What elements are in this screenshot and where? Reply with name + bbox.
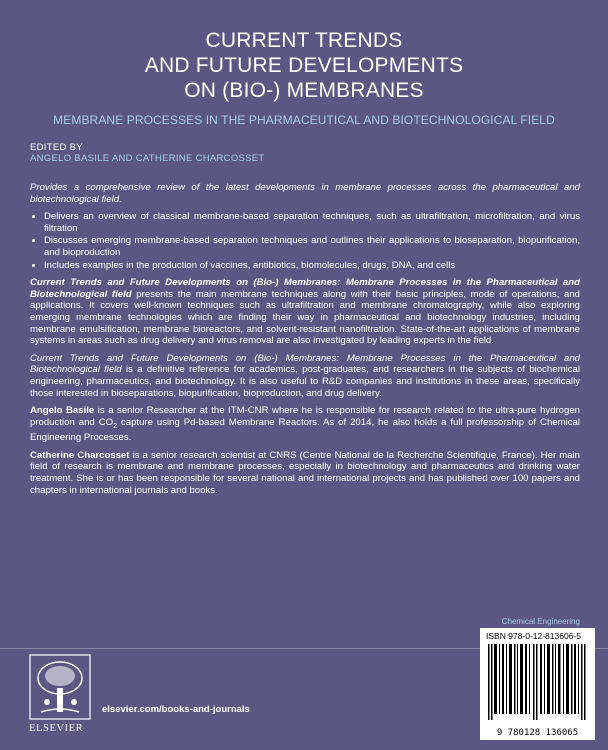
feature-item: • Includes examples in the production of vaccines, antibiotics, biomolecules, drugs, DNA, and cells xyxy=(44,260,580,272)
edited-by-label: EDITED BY xyxy=(30,142,83,153)
editors-names: ANGELO BASILE AND CATHERINE CHARCOSSET xyxy=(30,153,265,164)
description-paragraph xyxy=(30,277,580,347)
publisher-name: ELSEVIER xyxy=(29,723,84,734)
book-title xyxy=(0,28,608,103)
feature-item: • Discusses emerging membrane-based separation techniques and outlines their applications to bioseparation, biopurification, and bioproduction xyxy=(44,235,580,258)
description-text: presents the main membrane techniques along with their basic principles, mode of operations, and applications. It covers well-known techniques such as ultrafiltration and membrane chromatography, while also exploring emerging membrane technologies which are finding their way in pharmaceutical and biotechnology industries, including membrane emulsification, membrane bioreactors, and solvent-resistant nanofiltration. State-of-the-art applications of membrane systems in areas such as drug delivery and virus removal are also investigated by leading experts in the field. xyxy=(30,288,580,347)
title-line: AND FUTURE DEVELOPMENTS xyxy=(144,54,464,77)
feature-item: • Delivers an overview of classical membrane-based separation techniques, such as ultrafiltration, microfiltration, and virus filtration xyxy=(44,211,580,234)
bio-text: capture using Pd-based Membrane Reactors. As of 2014, he also holds a full professorship of Chemical Engineering Processes. xyxy=(30,416,581,444)
book-title-reference: Current Trends and Future Developments on (Bio-) Membranes: Membrane Processes in the Pharmaceutical and Biotechnological field xyxy=(30,277,580,300)
bio-text: is a senior Researcher at the ITM-CNR where he is responsible for research related to the ultra-pure hydrogen production and CO xyxy=(30,405,580,428)
intro-paragraph: Provides a comprehensive review of the latest developments in membrane processes across the pharmaceutical and biotechnological field. xyxy=(30,182,580,205)
title-line: ON (BIO-) MEMBRANES xyxy=(184,79,424,102)
author-bio-basile xyxy=(30,405,580,444)
subscript: 2 xyxy=(113,422,117,430)
ean-number: 9 780128 136065 xyxy=(496,728,579,738)
barcode-icon xyxy=(488,644,588,720)
feature-list xyxy=(30,211,580,271)
elsevier-logo-icon xyxy=(29,654,91,720)
subject-category: Chemical Engineering xyxy=(501,617,580,626)
author-bio-charcosset xyxy=(30,450,580,496)
author-name: Catherine Charcosset xyxy=(30,449,130,461)
back-cover-copy xyxy=(30,182,580,502)
audience-text: is a definitive reference for academics, post-graduates, and researchers in the subjects of biochemical engineering, pharmaceutics, and biotechnology. It is also useful to R&D companies and institutions in these areas, specifically those interested in bioseparations, biopurification, bioproduction, and drug delivery. xyxy=(30,364,580,399)
title-line: CURRENT TRENDS xyxy=(205,29,403,52)
audience-paragraph xyxy=(30,353,580,399)
barcode-panel xyxy=(480,628,595,740)
publisher-website[interactable]: elsevier.com/books-and-journals xyxy=(102,704,250,715)
bio-text: is a senior research scientist at CNRS (Centre National de la Recherche Scientifique, France). Her main field of research is membrane and membrane processes, especially in biotechnology and pharmaceutics and drinking water treatment. She is or has been responsible for several national and international projects and has published over 100 papers and chapters in international journals and books. xyxy=(30,449,580,496)
isbn-number: ISBN 978-0-12-813606-5 xyxy=(486,631,581,641)
book-title-reference: Current Trends and Future Developments on (Bio-) Membranes: Membrane Processes in the Pharmaceutical and Biotechnological field xyxy=(30,352,580,376)
author-name: Angelo Basile xyxy=(30,405,95,417)
book-subtitle: MEMBRANE PROCESSES IN THE PHARMACEUTICAL AND BIOTECHNOLOGICAL FIELD xyxy=(53,113,555,127)
